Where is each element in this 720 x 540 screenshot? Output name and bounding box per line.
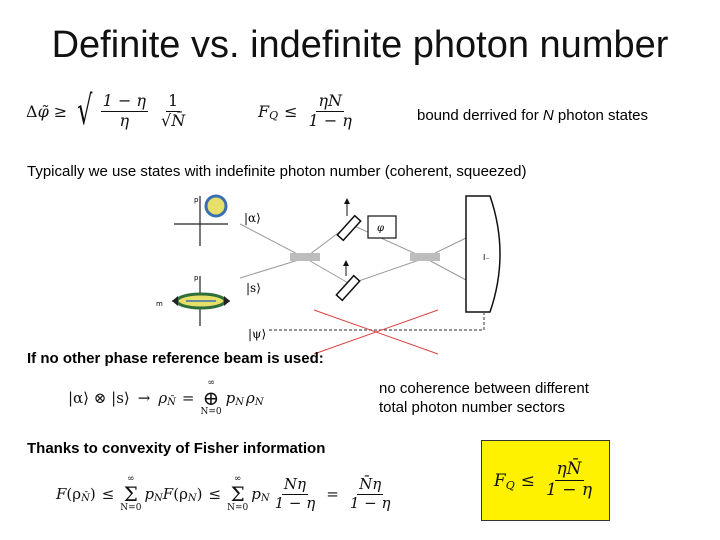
- mirror-bottom: [336, 260, 359, 300]
- fisher-bound-equation: F Q ≤ $\frac{\eta N}{1 - \eta}$: [258, 91, 352, 130]
- detector-label: I₋: [483, 253, 490, 262]
- beam-splitter-2: [410, 253, 440, 261]
- interferometer-diagram: [150, 188, 530, 360]
- convexity-note: Thanks to convexity of Fisher information: [27, 440, 326, 457]
- output-line: [268, 312, 484, 330]
- svg-text:m: m: [156, 300, 163, 308]
- final-fisher-bound: F Q ≤ $\frac{\eta N̄}{1 - \eta}$: [481, 440, 610, 521]
- phase-shifter-label: φ: [377, 223, 385, 234]
- page-title: Definite vs. indefinite photon number: [51, 24, 669, 66]
- beam-splitter-1: [290, 253, 320, 261]
- coherent-state-label: |α⟩: [244, 211, 261, 225]
- svg-text:p: p: [194, 196, 199, 204]
- typically-note: Typically we use states with indefinite photon number (coherent, squeezed): [27, 163, 527, 180]
- squeezed-state-label: |s⟩: [246, 281, 261, 295]
- bound-note: bound derrived for N photon states: [417, 107, 648, 124]
- convexity-equation: F (ρ N̄ ) ≤ ∞ Σ N=0 p N F (ρ N ) ≤ ∞ Σ N=0 p N $\frac{N\eta}{1 - \eta}$ = $\frac{N̄\eta}{1 - \eta}$: [56, 474, 391, 513]
- mixture-equation: |α⟩ ⊗ |s⟩ → ρ N̄ = ∞ ⊕ N=0 p N ρ N: [68, 378, 264, 417]
- svg-text:p: p: [194, 274, 199, 282]
- coherent-state-blob: [206, 196, 226, 216]
- no-reference-note: If no other phase reference beam is used:: [27, 350, 324, 367]
- coherence-note: no coherence between different total photon number sectors: [379, 380, 589, 416]
- phase-bound-equation: Δ φ̃ ≥ √ $\frac{1 - \eta}{\eta}$ $\frac{1}{√N̄}$: [26, 88, 186, 134]
- mirror-top: [337, 198, 360, 240]
- output-state-label: |ψ⟩: [248, 327, 267, 341]
